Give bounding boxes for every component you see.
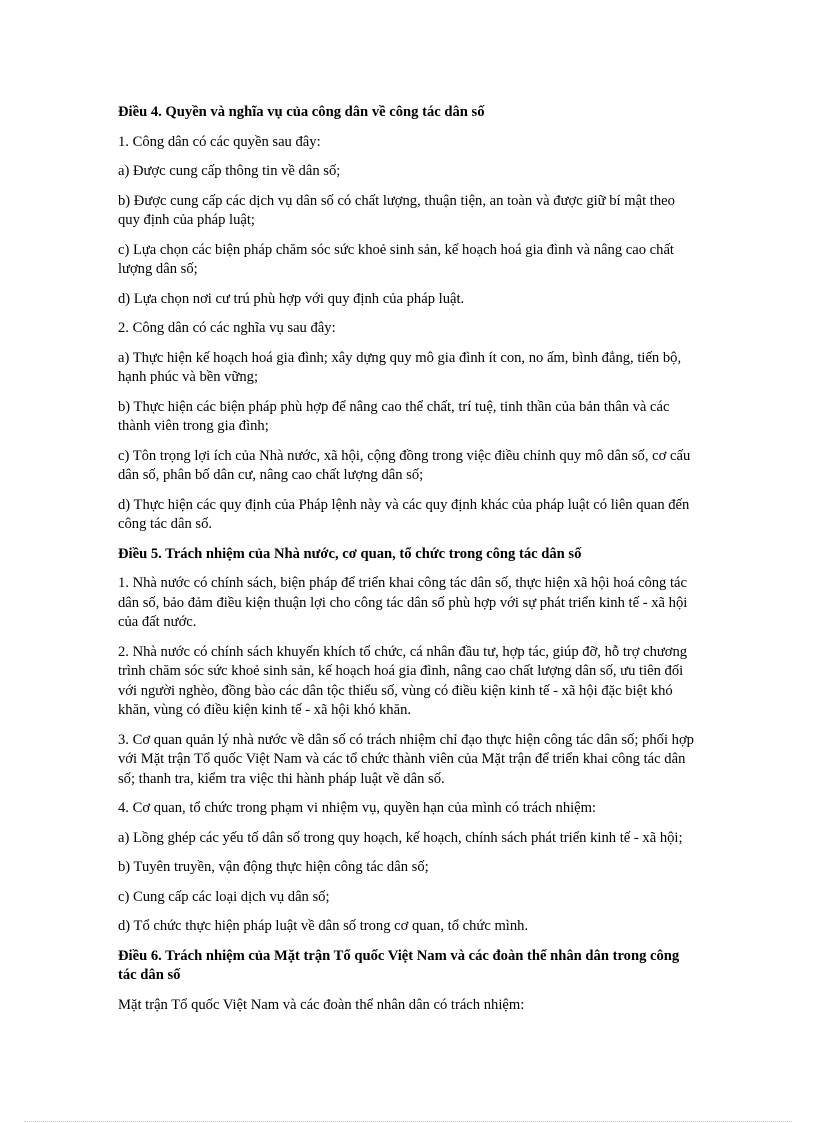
paragraph: a) Được cung cấp thông tin về dân số; bbox=[118, 163, 341, 179]
paragraph: Mặt trận Tổ quốc Việt Nam và các đoàn thể nhân dân có trách nhiệm: bbox=[118, 996, 525, 1013]
paragraph: c) Lựa chọn các biện pháp chăm sóc sức khoẻ sinh sản, kế hoạch hoá gia đình và nâng cao chất lượng dân số; bbox=[118, 241, 674, 277]
paragraph: 2. Nhà nước có chính sách khuyến khích tổ chức, cá nhân đầu tư, hợp tác, giúp đỡ, hỗ trợ chương trình chăm sóc sức khoẻ sinh sản, kế hoạch hoá gia đình, nâng cao chất lượng dân số, ưu tiên đối với người nghèo, đồng bào các dân tộc thiểu số, vùng có điều kiện kinh tế - xã hội đặc biệt khó khăn, vùng có điều kiện kinh tế - xã hội khó khăn. bbox=[118, 643, 688, 718]
paragraph: b) Thực hiện các biện pháp phù hợp để nâng cao thể chất, trí tuệ, tinh thần của bản thân và các thành viên trong gia đình; bbox=[118, 398, 670, 434]
paragraph: 1. Công dân có các quyền sau đây: bbox=[118, 133, 321, 150]
page-bottom-divider bbox=[24, 1121, 792, 1122]
paragraph: a) Lồng ghép các yếu tố dân số trong quy hoạch, kế hoạch, chính sách phát triển kinh tế - xã hội; bbox=[118, 829, 683, 846]
paragraph: d) Lựa chọn nơi cư trú phù hợp với quy định của pháp luật. bbox=[118, 290, 465, 307]
article-6-heading: Điều 6. Trách nhiệm của Mặt trận Tổ quốc Việt Nam và các đoàn thể nhân dân trong công tác dân số bbox=[118, 947, 680, 983]
paragraph: c) Tôn trọng lợi ích của Nhà nước, xã hội, cộng đồng trong việc điều chỉnh quy mô dân số, cơ cấu dân số, phân bố dân cư, nâng cao chất lượng dân số; bbox=[118, 447, 691, 483]
paragraph: 3. Cơ quan quản lý nhà nước về dân số có trách nhiệm chỉ đạo thực hiện công tác dân số; phối hợp với Mặt trận Tổ quốc Việt Nam và các tổ chức thành viên của Mặt trận để triển khai công tác dân số; thanh tra, kiểm tra việc thi hành pháp luật về dân số. bbox=[118, 731, 694, 787]
paragraph: 1. Nhà nước có chính sách, biện pháp để triển khai công tác dân số, thực hiện xã hội hoá công tác dân số, bảo đảm điều kiện thuận lợi cho công tác dân số phù hợp với sự phát triển kinh tế - xã hội của đất nước. bbox=[118, 575, 688, 630]
paragraph: d) Thực hiện các quy định của Pháp lệnh này và các quy định khác của pháp luật có liên quan đến công tác dân số. bbox=[118, 496, 690, 532]
document-page bbox=[118, 103, 698, 1025]
paragraph: b) Tuyên truyền, vận động thực hiện công tác dân số; bbox=[118, 859, 429, 875]
paragraph: 4. Cơ quan, tổ chức trong phạm vi nhiệm vụ, quyền hạn của mình có trách nhiệm: bbox=[118, 800, 597, 816]
paragraph: 2. Công dân có các nghĩa vụ sau đây: bbox=[118, 320, 336, 336]
article-4-heading: Điều 4. Quyền và nghĩa vụ của công dân về công tác dân số bbox=[118, 104, 485, 120]
paragraph: a) Thực hiện kế hoạch hoá gia đình; xây dựng quy mô gia đình ít con, no ấm, bình đẳng, tiến bộ, hạnh phúc và bền vững; bbox=[118, 349, 682, 385]
article-5-heading: Điều 5. Trách nhiệm của Nhà nước, cơ quan, tổ chức trong công tác dân số bbox=[118, 545, 582, 562]
paragraph: c) Cung cấp các loại dịch vụ dân số; bbox=[118, 888, 330, 905]
paragraph: d) Tổ chức thực hiện pháp luật về dân số trong cơ quan, tổ chức mình. bbox=[118, 918, 529, 934]
paragraph: b) Được cung cấp các dịch vụ dân số có chất lượng, thuận tiện, an toàn và được giữ bí mật theo quy định của pháp luật; bbox=[118, 192, 675, 228]
